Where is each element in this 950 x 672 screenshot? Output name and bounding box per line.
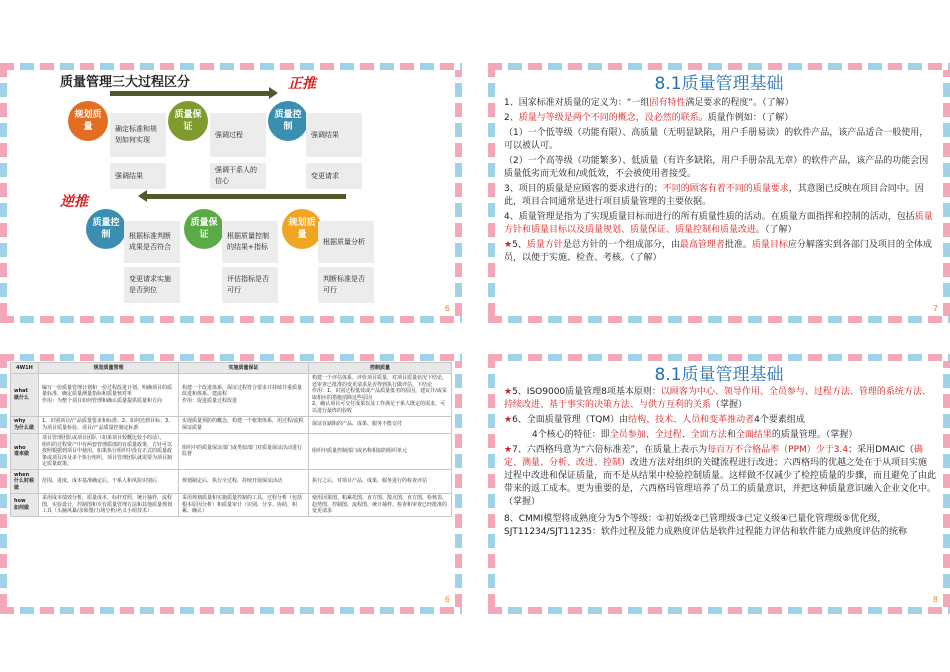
table-header-row <box>11 363 452 374</box>
table-cell: 项目管理团队或项目团队（如果项目较概比较小的话）。 组织的过程资产中有两套管理质部的有质量政策，方针可以按照根据到项目中使用，如果执行组织中没有正式的质量政策或项目涉及多个执行组织，项目管理团队就需要为项目制定质量政策。 <box>39 433 179 470</box>
forward-arrow <box>110 91 270 96</box>
table-header: 实施质量保证 <box>179 363 309 374</box>
slide-border-right <box>455 354 462 614</box>
table-cell: 范围、进度、成本基准确定后，干系人和风险识别后 <box>39 470 179 494</box>
table-row <box>11 433 452 470</box>
page-number: 6 <box>444 595 450 604</box>
forward-label: 正推 <box>288 76 316 92</box>
slide-border-left <box>488 354 495 614</box>
slide-body <box>504 97 936 267</box>
table-row-header: who 谁来做 <box>11 433 39 470</box>
circle-quality-assurance: 质量保证 <box>168 101 208 141</box>
slide-border-top <box>0 354 462 361</box>
para-six-sigma: ★7、六西格玛意为“六倍标准差”，在质量上表示为每百万不合格品率（PPM）少于3.4；采用DMAIC（确定、测量、分析、改进、控制）改进方法对组织的关键流程进行改进；六西格玛的优越之处在于从项目实施过程中改进和保证质量，而不是从结果中检验控制质量。这样做不仅减少了检控质量的步骤，而且避免了由此带来的返工成本。更为重要的是，六西格玛管理培养了员工的质量意识，并把这种质量意识融入企业文化中。（掌握） <box>504 445 937 507</box>
card-plan-feasible: 判断标准是否可行 <box>318 267 374 303</box>
slide-border-right <box>455 63 462 323</box>
page-number: 8 <box>932 595 938 604</box>
slide-border-left <box>0 354 7 614</box>
table-row-header: what 做什么 <box>11 373 39 416</box>
slide-title: 质量管理三大过程区分 <box>60 75 191 90</box>
table-cell: 执行之后，对项目产品、成果、服务进行的检查评估 <box>309 470 452 494</box>
para-iso9000: ★5、ISO9000质量管理8项基本原则：以顾客为中心、领导作用、全员参与、过程方法、管理的系统方法、持续改进、基于事实的决策方法、与供方互利的关系（掌握） <box>504 387 931 410</box>
table-row <box>11 416 452 433</box>
para-definition: 1、国家标准对质量的定义为：“一组固有特性满足要求的程度”。（了解） <box>504 98 794 108</box>
card-assurance-indicators: 根据质量控制的结果+指标 <box>222 221 278 263</box>
card-assurance-evaluate: 评估指标是否可行 <box>222 267 278 303</box>
table-body <box>11 373 452 517</box>
slide-border-bottom <box>488 316 950 323</box>
para-management: 4、质量管理是指为了实现质量目标而进行的所有质量性质的活动。在质量方面指挥和控制的活动，包括质量方针和质量目标以及质量规划、质量保证、质量控制和质量改进。（了解） <box>504 212 933 235</box>
para-example-2: （2）一个高等级（功能繁多）、低质量（有许多缺陷，用户手册杂乱无章）的软件产品，该产品的功能会因质量低劣而无效和/或低效，不会被使用者接受。 <box>504 156 929 179</box>
circle-plan-quality-reverse: 规划质量 <box>282 209 322 249</box>
table-cell: 1、识别项目/产品质量要求和标准；2、如何达到目标；3、为项目质量检验、项目/产品质量控制定标准 <box>39 416 179 433</box>
card-plan-analysis: 根据质量分析 <box>318 221 374 263</box>
slide-border-top <box>0 63 462 70</box>
table-header: 4W1H <box>11 363 39 374</box>
table-cell: 使用因果图、帕累托图、直方图、散点图、直方图、检核表、趋势图、控制图、流程图、统计抽样、检查和审查已经批准的变更请求 <box>309 493 452 517</box>
slide-quality-basics-1 <box>488 63 950 323</box>
table-cell: 构建一个改进体系，保证过程符合要求并持续并重质量改进和体系。建流程 作用：促进质量过程改进 <box>179 373 309 416</box>
slide-border-bottom <box>488 607 950 614</box>
star-icon: ★ <box>504 415 513 425</box>
circle-quality-control-reverse: 质量控制 <box>86 209 126 249</box>
table-row-header: why 为什么做 <box>11 416 39 433</box>
slide-border-left <box>488 63 495 323</box>
table-row-header: when 什么时候做 <box>11 470 39 494</box>
table-cell: 编写一份质量管理计划和一份过程改进计划。明确项目的质量标准、确定质量测量指标和质量核对单 作用：为整个项目如何管理和确认质量提供质量和方向 <box>39 373 179 416</box>
para-tqm: ★6、全面质量管理（TQM）由结构、技术、人员和变革推动者4个要素组成 <box>504 415 805 425</box>
para-example-1: （1）一个低等级（功能有限）、高质量（无明显缺陷，用户手册易读）的软件产品，该产品适合一般使用，可以被认可。 <box>504 128 929 151</box>
card-assurance-confidence: 强调干系人的信心 <box>210 163 266 189</box>
table-cell: 规划制定后，执行全过程，持续开展保证活动 <box>179 470 309 494</box>
card-control-result: 强调结果 <box>306 113 362 157</box>
para-grade: 2、质量与等级是两个不同的概念，没必然的联系。质量作例如：（了解） <box>504 113 794 123</box>
table-header: 规划质量管理 <box>39 363 179 374</box>
slide-heading: 8.1质量管理基础 <box>654 74 784 94</box>
table-cell: 构建一个评估体系，评价项目质量，对项目质量状况下结论，还审查已批准的变更请求是否得到执行做评估。下结论 作用：1、识别过程低效或产品质量低劣的原因，建议并/或采取相应的措施消除这些原因 2、确认项目可交付成果以及工作满足干系人既定的需求，可以进行最终的验收 <box>309 373 452 416</box>
card-plan-result: 强调结果 <box>110 163 166 189</box>
card-control-change-check: 变更请求实施是否到位 <box>124 267 180 303</box>
slide-4w1h-table <box>0 354 462 614</box>
reverse-label: 逆推 <box>60 194 88 210</box>
star-icon: ★ <box>504 387 513 397</box>
table-cell: 采用规划质量和实施质量控制的工具，过程分析（包括根本原因分析）和质量审计（识别、分享、协助、积累、确认） <box>179 493 309 517</box>
para-tqm-features: 4个核心的特征：即全员参加、全过程、全面方法和全面结果的质量管理。（掌握） <box>532 430 858 440</box>
page-number: 7 <box>932 304 938 313</box>
slide-border-bottom <box>0 316 462 323</box>
star-icon: ★ <box>504 445 513 455</box>
slide-heading: 8.1质量管理基础 <box>654 365 784 385</box>
table-cell: 组织中质量控制部门或名称相似的组织单元 <box>309 433 452 470</box>
slide-quality-basics-2 <box>488 354 950 614</box>
table-cell: 保证有缺陷的产品、成果、服务不能交付 <box>309 416 452 433</box>
table-cell: 采用成本绩效分析，质量成本，标杆对照，统计抽样，流程图，实验设计，控制图和专有质量管理方法和其他质量规划工具（头脑风暴/亲和图/力场分析/名义小组技术） <box>39 493 179 517</box>
circle-quality-control: 质量控制 <box>268 101 308 141</box>
circle-plan-quality: 规划质量 <box>68 101 108 141</box>
table-row <box>11 373 452 416</box>
comparison-table <box>10 362 452 517</box>
para-customer: 3、项目的质量是应顾客的要求进行的；不同的顾客有着不同的质量要求，其意图已反映在项目合同中。因此，项目合同通常是进行项目质量管理的主要依据。 <box>504 184 924 207</box>
para-policy: ★5、质量方针是总方针的一个组成部分，由最高管理者批准。质量目标应分解落实到各部门及项目的全体成员，以便于实施、检查、考核。（了解） <box>504 240 932 263</box>
para-cmmi: 8、CMMI模型将成熟度分为5个等级：①初始级②已管理级③已定义级④已量化管理级⑤优化级， SJT11234/SJT11235：软件过程及能力成熟度评估是软件过程能力评估和软件能力成熟度评估的统称 <box>504 514 908 537</box>
slide-quality-three-processes <box>0 63 462 323</box>
slide-body <box>504 386 936 541</box>
slide-border-left <box>0 63 7 323</box>
card-assurance-process: 强调过程 <box>210 113 266 157</box>
card-plan-standard: 确定标准和规划如何实现 <box>110 113 166 157</box>
table-row-header: how 如何做 <box>11 493 39 517</box>
circle-quality-assurance-reverse: 质量保证 <box>184 209 224 249</box>
table-row <box>11 470 452 494</box>
card-control-judge: 根据标准判断成果是否符合 <box>124 221 180 263</box>
star-icon: ★ <box>504 240 513 250</box>
table-cell: 实现质量预防的概念，构建一个框架体系，用过程/流程保证质量 <box>179 416 309 433</box>
table-row <box>11 493 452 517</box>
slide-border-bottom <box>0 607 462 614</box>
card-control-change: 变更请求 <box>306 163 362 189</box>
table-cell: 组织中的质量保证部门或类似部门对质量保证活动进行监督 <box>179 433 309 470</box>
reverse-arrow <box>146 194 346 199</box>
table-header: 控制质量 <box>309 363 452 374</box>
slide-border-right <box>943 63 950 323</box>
page-number: 6 <box>444 304 450 313</box>
slide-border-right <box>943 354 950 614</box>
